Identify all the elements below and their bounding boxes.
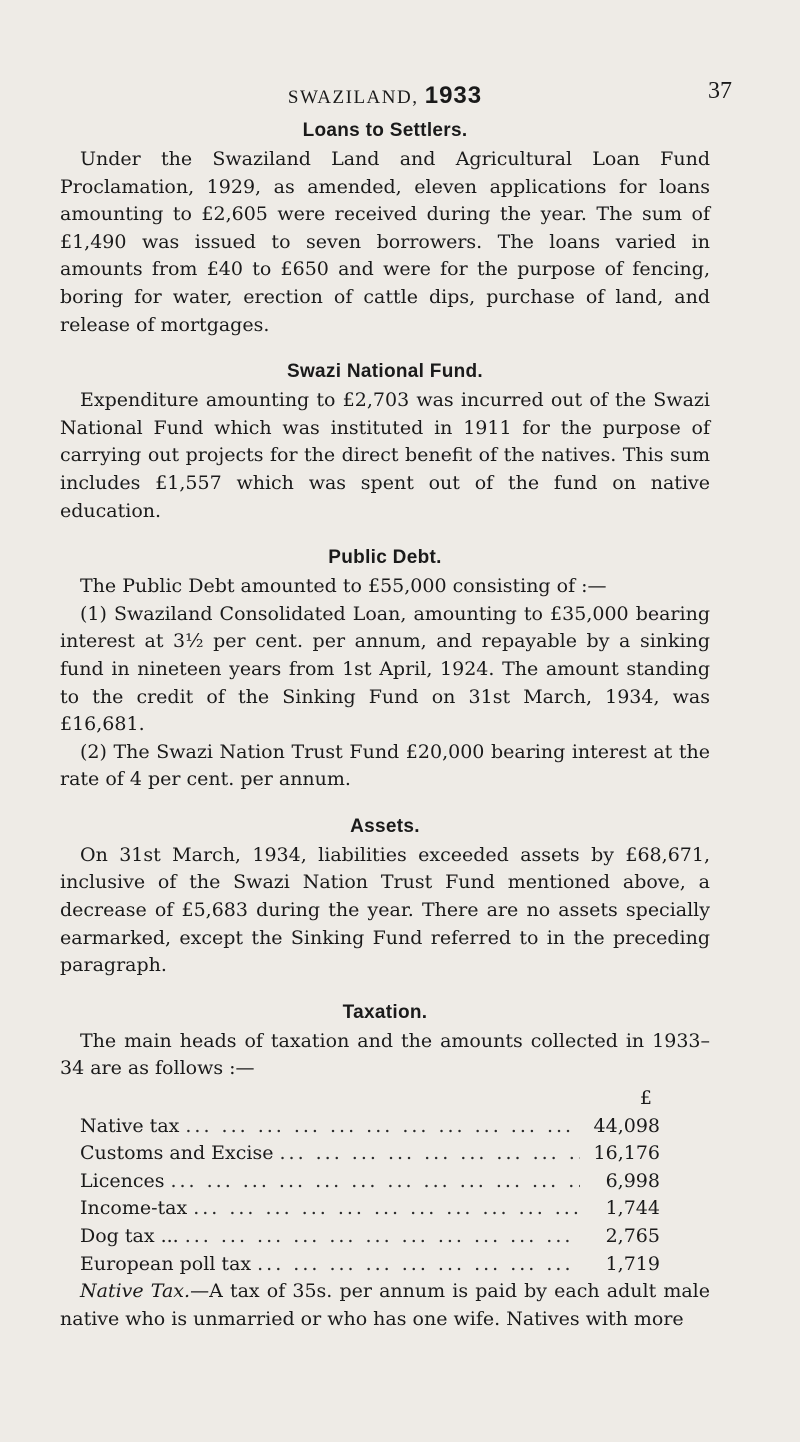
running-title [60, 82, 710, 110]
table-row [80, 1223, 660, 1251]
section-assets [60, 816, 710, 980]
tax-label: Native tax [80, 1114, 180, 1137]
page-number: 37 [708, 78, 732, 104]
native-tax-text: —A tax of 35s. per annum is paid by each adult male native who is unmarried or who has one wife. Natives with more [60, 1280, 711, 1330]
heading-loans: Loans to Settlers. [302, 120, 468, 141]
table-row [80, 1251, 660, 1279]
paragraph-public-debt-intro: The Public Debt amounted to £55,000 consisting of :— [80, 575, 607, 598]
tax-amount: 44,098 [593, 1114, 660, 1137]
leader-dots [187, 1195, 580, 1223]
heading-taxation: Taxation. [342, 1001, 428, 1023]
table-row [80, 1140, 660, 1168]
paragraph-taxation-intro: The main heads of taxation and the amounts collected in 1933–34 are as follows :— [60, 1029, 710, 1080]
tax-label: Licences [80, 1169, 165, 1192]
running-header [60, 78, 732, 109]
running-title-year: 1933 [424, 82, 483, 109]
paragraph-national-fund: Expenditure amounting to £2,703 was incurred out of the Swazi National Fund which was instituted in 1911 for the purpose of carrying out projects for the direct benefit of the natives. This sum includes £1,557 which was spent out of the fund on native education. [60, 389, 710, 522]
leader-dots [164, 1168, 580, 1196]
leader-dots [179, 1223, 580, 1251]
table-row [80, 1195, 660, 1223]
native-tax-label: Native Tax. [80, 1280, 191, 1303]
tax-amount: 1,719 [605, 1252, 660, 1275]
tax-label: Income-tax [80, 1197, 188, 1220]
paragraph-native-tax [60, 1278, 710, 1333]
tax-label: Customs and Excise [80, 1142, 274, 1165]
table-row [80, 1113, 660, 1141]
leader-dots [251, 1251, 580, 1279]
taxation-table [80, 1085, 660, 1278]
tax-label: Dog tax ... [80, 1225, 179, 1247]
tax-label: European poll tax [80, 1252, 252, 1275]
paragraph-public-debt-item-1: (1) Swaziland Consolidated Loan, amounting to £35,000 bearing interest at 3½ per cent. per annum, and repayable by a sinking fund in nineteen years from 1st April, 1924. The amount standing to the credit of the Sinking Fund on 31st March, 1934, was £16,681. [60, 602, 710, 736]
section-loans [60, 120, 710, 339]
section-national-fund [60, 361, 710, 525]
running-title-country: SWAZILAND, [287, 87, 419, 108]
leader-dots [273, 1140, 580, 1168]
section-public-debt [60, 547, 710, 794]
heading-public-debt: Public Debt. [328, 547, 442, 569]
page-content [60, 120, 710, 1355]
tax-amount: 2,765 [605, 1225, 660, 1247]
section-taxation [60, 1002, 710, 1334]
paragraph-loans: Under the Swaziland Land and Agricultural Loan Fund Proclamation, 1929, as amended, eleven applications for loans amounting to £2,605 were received during the year. The sum of £1,490 was issued to seven borrowers. The loans varied in amounts from £40 to £650 and were for the purpose of fencing, boring for water, erection of cattle dips, purchase of land, and release of mortgages. [60, 148, 710, 336]
heading-assets: Assets. [350, 815, 420, 837]
paragraph-assets: On 31st March, 1934, liabilities exceeded assets by £68,671, inclusive of the Swazi Nation Trust Fund mentioned above, a decrease of £5,683 during the year. There are no assets specially earmarked, except the Sinking Fund referred to in the preceding paragraph. [60, 843, 710, 977]
tax-amount: 6,998 [605, 1169, 660, 1192]
tax-amount: 1,744 [605, 1197, 660, 1220]
leader-dots [179, 1113, 580, 1141]
heading-national-fund: Swazi National Fund. [286, 361, 483, 383]
paragraph-public-debt-item-2: (2) The Swazi Nation Trust Fund £20,000 bearing interest at the rate of 4 per cent. per annum. [60, 740, 710, 791]
currency-column-header: £ [639, 1087, 652, 1110]
tax-amount: 16,176 [593, 1142, 660, 1165]
table-row [80, 1168, 660, 1196]
